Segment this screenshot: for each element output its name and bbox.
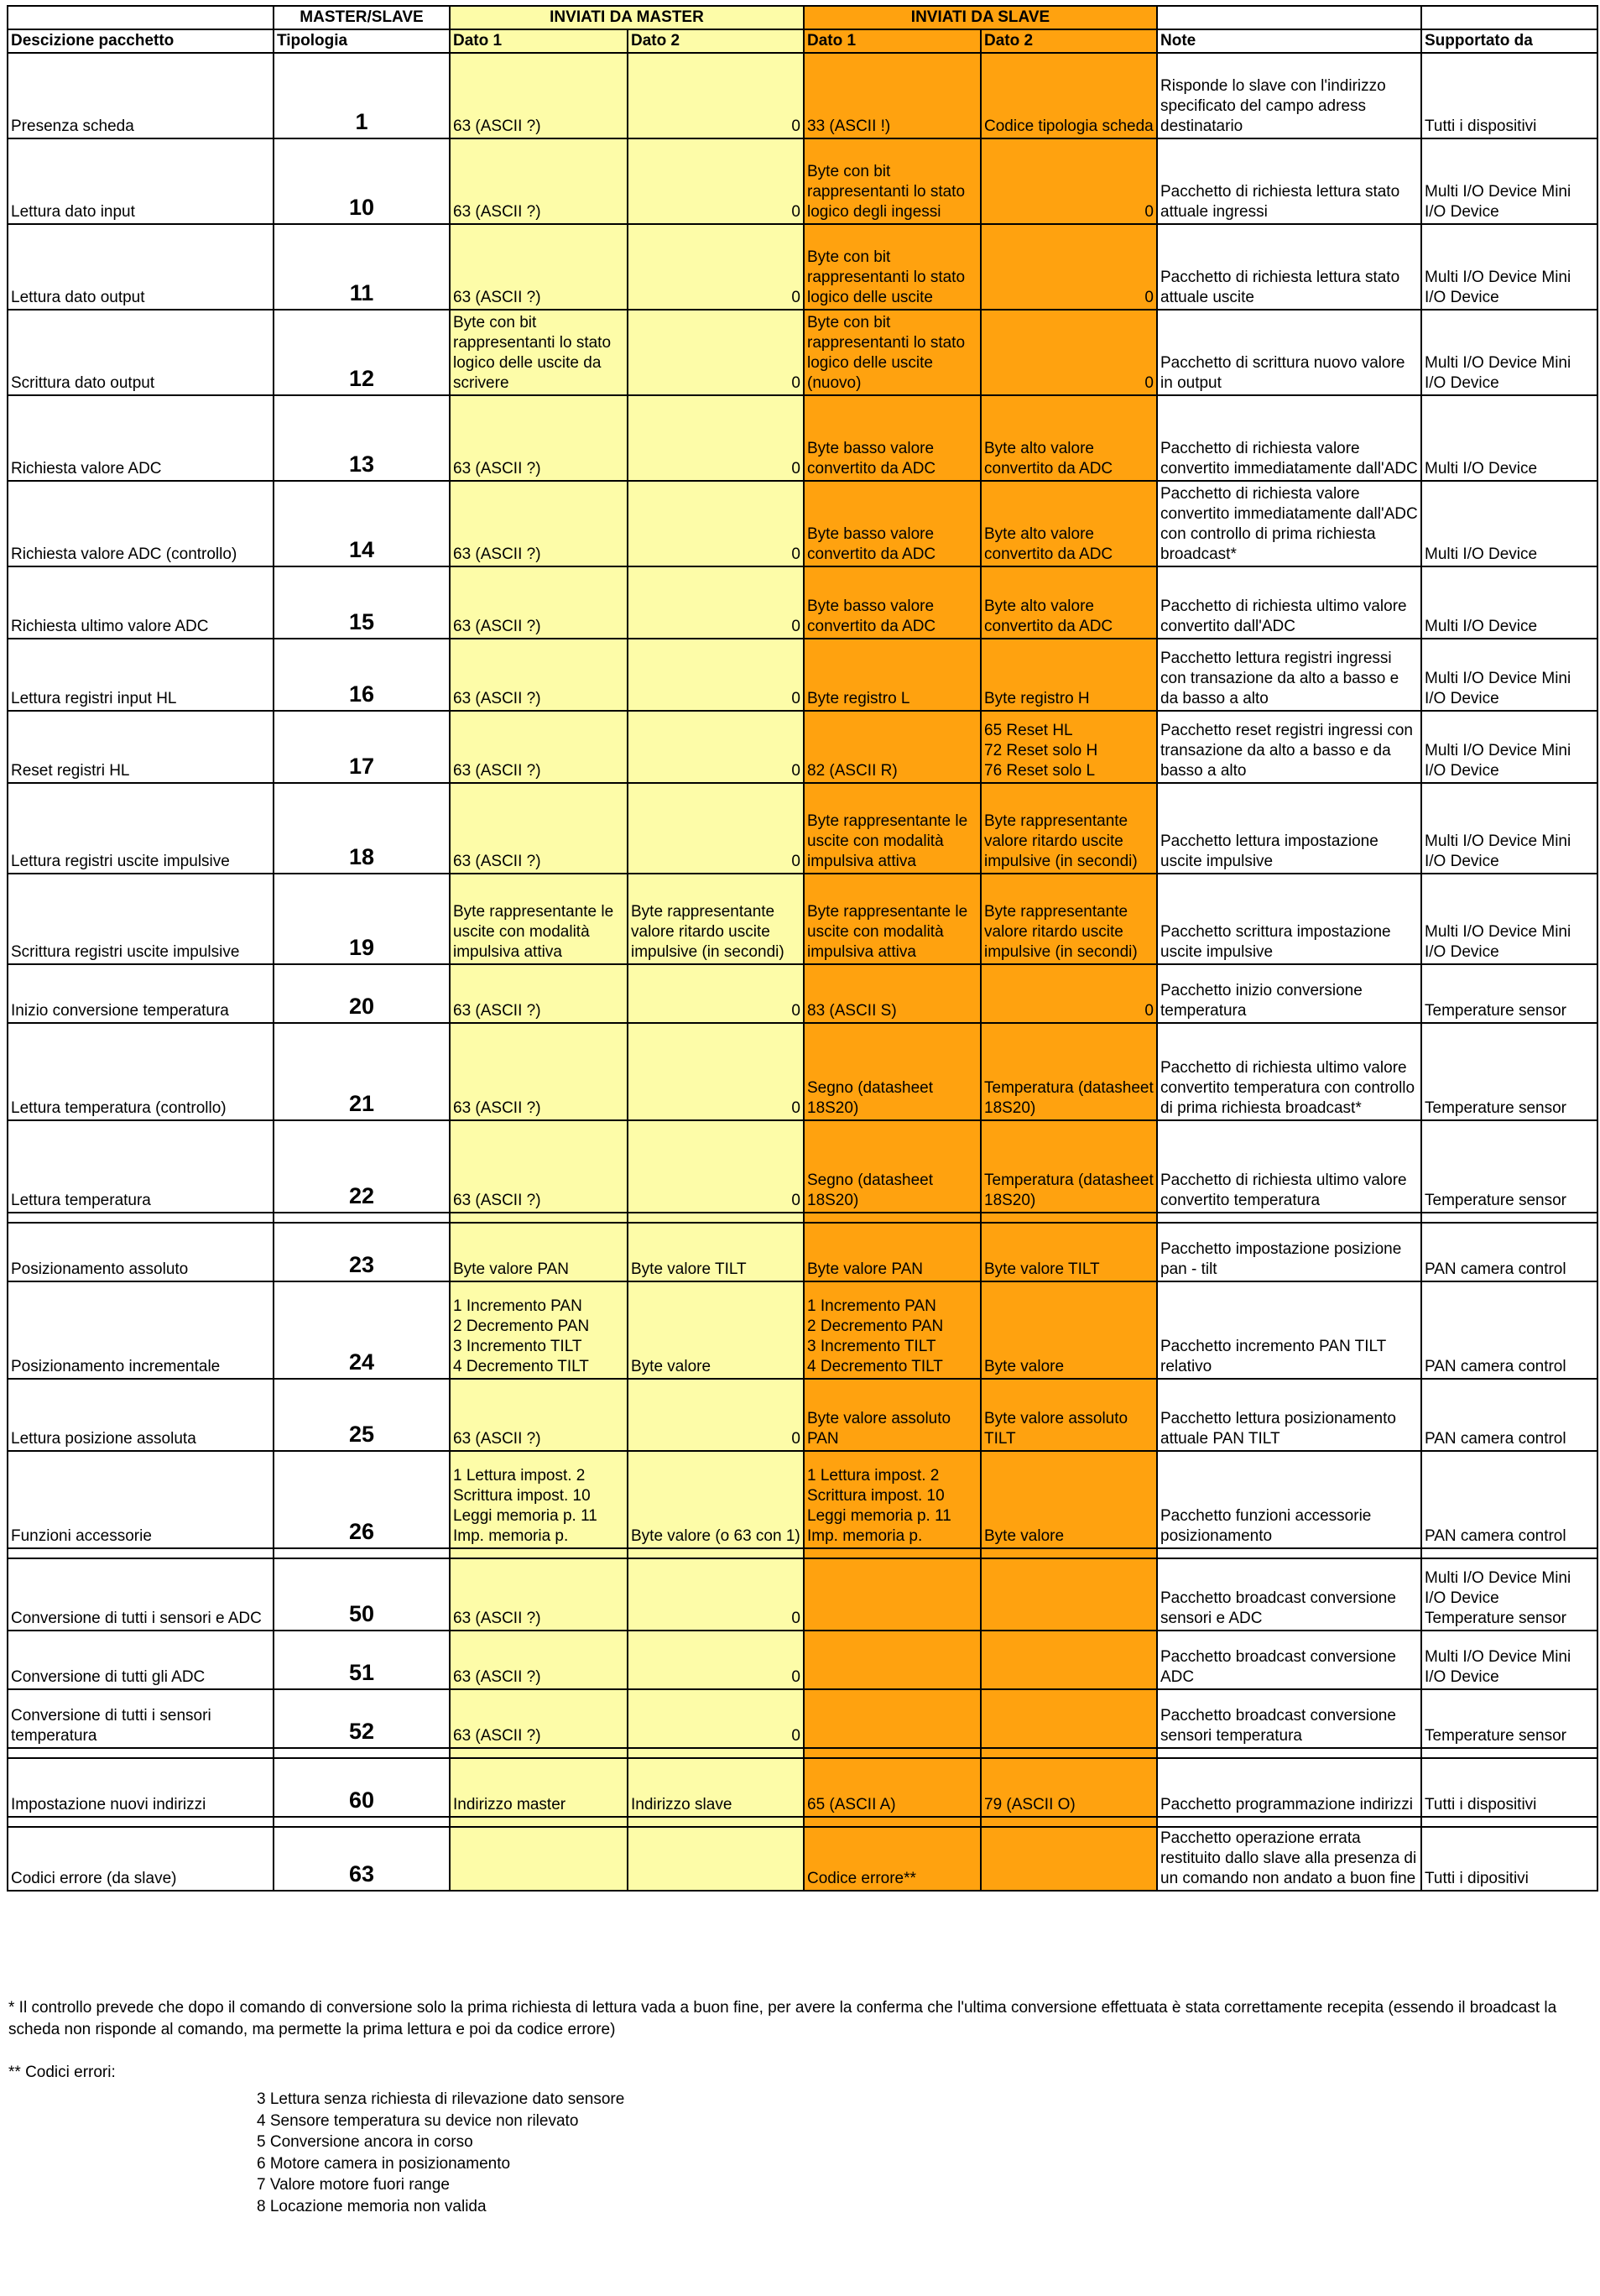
cell-slave-dato2: Byte valore — [981, 1451, 1157, 1548]
cell-type: 19 — [274, 874, 450, 964]
cell-master-dato2: Byte valore TILT — [628, 1223, 804, 1281]
cell-type: 17 — [274, 711, 450, 783]
cell-slave-dato2: Byte alto valore convertito da ADC — [981, 395, 1157, 481]
header-blank — [1421, 6, 1597, 29]
cell-supported-by: Tutti i dipositivi — [1421, 1827, 1597, 1891]
cell-type: 16 — [274, 639, 450, 711]
cell-description: Scrittura registri uscite impulsive — [8, 874, 274, 964]
cell-note: Pacchetto lettura impostazione uscite impulsive — [1157, 783, 1421, 874]
spacer-cell — [274, 1548, 450, 1558]
spacer-cell — [804, 1748, 981, 1758]
header-blank — [1157, 6, 1421, 29]
cell-master-dato2: 0 — [628, 481, 804, 566]
cell-type: 51 — [274, 1631, 450, 1689]
cell-supported-by: Tutti i dispositivi — [1421, 1758, 1597, 1817]
spacer-cell — [8, 1548, 274, 1558]
cell-type: 13 — [274, 395, 450, 481]
spacer-cell — [804, 1817, 981, 1827]
cell-type: 20 — [274, 964, 450, 1023]
col-header-slave-dato2: Dato 2 — [981, 29, 1157, 53]
cell-master-dato1: Byte valore PAN — [450, 1223, 628, 1281]
cell-master-dato1: 63 (ASCII ?) — [450, 639, 628, 711]
cell-master-dato1: 1 Incremento PAN 2 Decremento PAN 3 Incremento TILT 4 Decremento TILT — [450, 1281, 628, 1379]
cell-slave-dato2: Byte rappresentante valore ritardo uscite impulsive (in secondi) — [981, 783, 1157, 874]
cell-slave-dato1: Segno (datasheet 18S20) — [804, 1023, 981, 1120]
footnotes — [8, 1997, 1586, 2218]
spacer-cell — [274, 1748, 450, 1758]
column-header-row — [8, 29, 1597, 53]
cell-master-dato1: 63 (ASCII ?) — [450, 1689, 628, 1748]
cell-type: 26 — [274, 1451, 450, 1548]
cell-note: Pacchetto reset registri ingressi con transazione da alto a basso e da basso a alto — [1157, 711, 1421, 783]
cell-slave-dato1: Byte valore assoluto PAN — [804, 1379, 981, 1451]
cell-master-dato1: Byte con bit rappresentanti lo stato logico delle uscite da scrivere — [450, 310, 628, 395]
cell-slave-dato2: Byte valore — [981, 1281, 1157, 1379]
cell-supported-by: Multi I/O Device Mini I/O Device — [1421, 1631, 1597, 1689]
cell-slave-dato1: Byte registro L — [804, 639, 981, 711]
cell-type: 22 — [274, 1120, 450, 1213]
cell-master-dato2: 0 — [628, 138, 804, 224]
table-row — [8, 639, 1597, 711]
spacer-cell — [628, 1817, 804, 1827]
spacer-cell — [274, 1817, 450, 1827]
cell-master-dato2: 0 — [628, 566, 804, 639]
cell-slave-dato1: Byte con bit rappresentanti lo stato logico degli ingessi — [804, 138, 981, 224]
cell-slave-dato1: 83 (ASCII S) — [804, 964, 981, 1023]
cell-supported-by: Temperature sensor — [1421, 964, 1597, 1023]
footnote-codes-title: ** Codici errori: — [8, 2064, 116, 2082]
table-row — [8, 1451, 1597, 1548]
cell-slave-dato1: 65 (ASCII A) — [804, 1758, 981, 1817]
spacer-cell — [1421, 1817, 1597, 1827]
cell-slave-dato1: Byte valore PAN — [804, 1223, 981, 1281]
cell-note: Pacchetto broadcast conversione sensori e ADC — [1157, 1558, 1421, 1631]
cell-description: Lettura temperatura — [8, 1120, 274, 1213]
cell-type: 10 — [274, 138, 450, 224]
cell-master-dato1: 63 (ASCII ?) — [450, 1558, 628, 1631]
cell-slave-dato1: 82 (ASCII R) — [804, 711, 981, 783]
spacer-cell — [450, 1817, 628, 1827]
cell-slave-dato1: Byte basso valore convertito da ADC — [804, 481, 981, 566]
cell-slave-dato2: Codice tipologia scheda — [981, 53, 1157, 138]
col-header-master-dato1: Dato 1 — [450, 29, 628, 53]
spacer-row — [8, 1817, 1597, 1827]
cell-master-dato2: Byte valore (o 63 con 1) — [628, 1451, 804, 1548]
cell-type: 1 — [274, 53, 450, 138]
table-row — [8, 1223, 1597, 1281]
spacer-cell — [450, 1548, 628, 1558]
cell-type: 52 — [274, 1689, 450, 1748]
cell-master-dato1: 63 (ASCII ?) — [450, 395, 628, 481]
error-code-item: 8 Locazione memoria non valida — [257, 2198, 487, 2216]
cell-description: Richiesta valore ADC (controllo) — [8, 481, 274, 566]
error-code-item: 5 Conversione ancora in corso — [257, 2133, 473, 2152]
cell-master-dato1: 63 (ASCII ?) — [450, 566, 628, 639]
cell-type: 60 — [274, 1758, 450, 1817]
cell-slave-dato1: Codice errore** — [804, 1827, 981, 1891]
cell-slave-dato2: Byte registro H — [981, 639, 1157, 711]
cell-slave-dato1: 33 (ASCII !) — [804, 53, 981, 138]
cell-note: Pacchetto operazione errata restituito dallo slave alla presenza di un comando non andato a buon fine — [1157, 1827, 1421, 1891]
cell-master-dato2: 0 — [628, 639, 804, 711]
spacer-cell — [1421, 1748, 1597, 1758]
cell-description: Lettura registri uscite impulsive — [8, 783, 274, 874]
cell-slave-dato1: Segno (datasheet 18S20) — [804, 1120, 981, 1213]
table-row — [8, 1827, 1597, 1891]
cell-master-dato1: 63 (ASCII ?) — [450, 711, 628, 783]
header-blank — [8, 6, 274, 29]
spacer-row — [8, 1213, 1597, 1223]
cell-slave-dato2: Temperatura (datasheet 18S20) — [981, 1120, 1157, 1213]
spacer-cell — [628, 1213, 804, 1223]
spacer-cell — [804, 1213, 981, 1223]
cell-master-dato1: 63 (ASCII ?) — [450, 481, 628, 566]
spacer-cell — [981, 1748, 1157, 1758]
cell-slave-dato2: 0 — [981, 964, 1157, 1023]
cell-master-dato1 — [450, 1827, 628, 1891]
cell-supported-by: PAN camera control — [1421, 1451, 1597, 1548]
table-row — [8, 1379, 1597, 1451]
cell-supported-by: Multi I/O Device Mini I/O Device — [1421, 639, 1597, 711]
cell-master-dato2: 0 — [628, 1631, 804, 1689]
cell-supported-by: Multi I/O Device Mini I/O Device — [1421, 310, 1597, 395]
spacer-cell — [8, 1213, 274, 1223]
cell-slave-dato1: 1 Incremento PAN 2 Decremento PAN 3 Incremento TILT 4 Decremento TILT — [804, 1281, 981, 1379]
spacer-cell — [8, 1748, 274, 1758]
cell-supported-by: Multi I/O Device — [1421, 566, 1597, 639]
cell-type: 14 — [274, 481, 450, 566]
packet-table — [7, 5, 1598, 1892]
cell-supported-by: Multi I/O Device Mini I/O Device Temperature sensor — [1421, 1558, 1597, 1631]
cell-slave-dato1: Byte rappresentante le uscite con modalità impulsiva attiva — [804, 783, 981, 874]
cell-note: Pacchetto funzioni accessorie posizionamento — [1157, 1451, 1421, 1548]
spacer-row — [8, 1748, 1597, 1758]
cell-slave-dato2: 0 — [981, 138, 1157, 224]
cell-master-dato1: 63 (ASCII ?) — [450, 1379, 628, 1451]
cell-description: Conversione di tutti i sensori temperatura — [8, 1689, 274, 1748]
cell-master-dato2: Byte rappresentante valore ritardo uscite impulsive (in secondi) — [628, 874, 804, 964]
cell-master-dato2: Indirizzo slave — [628, 1758, 804, 1817]
group-header-row — [8, 6, 1597, 29]
col-header-desc: Descizione pacchetto — [8, 29, 274, 53]
cell-master-dato1: 63 (ASCII ?) — [450, 783, 628, 874]
cell-description: Richiesta ultimo valore ADC — [8, 566, 274, 639]
cell-note: Pacchetto di scrittura nuovo valore in output — [1157, 310, 1421, 395]
cell-master-dato1: 63 (ASCII ?) — [450, 224, 628, 310]
cell-master-dato2: 0 — [628, 1023, 804, 1120]
cell-slave-dato1: 1 Lettura impost. 2 Scrittura impost. 10 Leggi memoria p. 11 Imp. memoria p. — [804, 1451, 981, 1548]
table-row — [8, 1758, 1597, 1817]
cell-master-dato2: 0 — [628, 783, 804, 874]
cell-supported-by: Multi I/O Device Mini I/O Device — [1421, 711, 1597, 783]
cell-master-dato1: 63 (ASCII ?) — [450, 53, 628, 138]
table-row — [8, 224, 1597, 310]
cell-master-dato2: 0 — [628, 1558, 804, 1631]
spacer-cell — [1421, 1213, 1597, 1223]
cell-slave-dato2: Byte valore assoluto TILT — [981, 1379, 1157, 1451]
cell-supported-by: Multi I/O Device Mini I/O Device — [1421, 874, 1597, 964]
table-row — [8, 138, 1597, 224]
cell-description: Lettura posizione assoluta — [8, 1379, 274, 1451]
cell-slave-dato2: Temperatura (datasheet 18S20) — [981, 1023, 1157, 1120]
cell-slave-dato2: Byte alto valore convertito da ADC — [981, 481, 1157, 566]
group-master-slave: MASTER/SLAVE — [274, 6, 450, 29]
cell-master-dato1: 1 Lettura impost. 2 Scrittura impost. 10 Leggi memoria p. 11 Imp. memoria p. — [450, 1451, 628, 1548]
cell-master-dato1: 63 (ASCII ?) — [450, 1120, 628, 1213]
cell-master-dato1: Indirizzo master — [450, 1758, 628, 1817]
cell-supported-by: Temperature sensor — [1421, 1023, 1597, 1120]
spacer-cell — [981, 1817, 1157, 1827]
error-codes-list — [257, 2089, 1586, 2218]
cell-slave-dato2: 0 — [981, 310, 1157, 395]
cell-master-dato2: 0 — [628, 395, 804, 481]
cell-supported-by: Temperature sensor — [1421, 1120, 1597, 1213]
cell-master-dato2: 0 — [628, 224, 804, 310]
cell-master-dato2: 0 — [628, 1379, 804, 1451]
table-row — [8, 964, 1597, 1023]
cell-slave-dato2: Byte rappresentante valore ritardo uscite impulsive (in secondi) — [981, 874, 1157, 964]
col-header-note: Note — [1157, 29, 1421, 53]
cell-supported-by: Temperature sensor — [1421, 1689, 1597, 1748]
cell-slave-dato1 — [804, 1631, 981, 1689]
cell-note: Pacchetto scrittura impostazione uscite impulsive — [1157, 874, 1421, 964]
cell-master-dato2: 0 — [628, 711, 804, 783]
spacer-cell — [804, 1548, 981, 1558]
group-master: INVIATI DA MASTER — [450, 6, 804, 29]
cell-master-dato1: Byte rappresentante le uscite con modalità impulsiva attiva — [450, 874, 628, 964]
cell-master-dato2 — [628, 1827, 804, 1891]
cell-description: Richiesta valore ADC — [8, 395, 274, 481]
cell-description: Funzioni accessorie — [8, 1451, 274, 1548]
table-row — [8, 53, 1597, 138]
cell-description: Conversione di tutti i sensori e ADC — [8, 1558, 274, 1631]
cell-description: Inizio conversione temperatura — [8, 964, 274, 1023]
error-code-item: 6 Motore camera in posizionamento — [257, 2154, 511, 2173]
cell-note: Pacchetto di richiesta valore convertito immediatamente dall'ADC — [1157, 395, 1421, 481]
cell-description: Scrittura dato output — [8, 310, 274, 395]
error-code-item: 7 Valore motore fuori range — [257, 2176, 450, 2194]
table-row — [8, 310, 1597, 395]
table-row — [8, 395, 1597, 481]
cell-description: Posizionamento incrementale — [8, 1281, 274, 1379]
cell-type: 18 — [274, 783, 450, 874]
col-header-supported: Supportato da — [1421, 29, 1597, 53]
cell-type: 23 — [274, 1223, 450, 1281]
cell-note: Pacchetto di richiesta ultimo valore convertito temperatura — [1157, 1120, 1421, 1213]
col-header-master-dato2: Dato 2 — [628, 29, 804, 53]
spacer-cell — [1421, 1548, 1597, 1558]
table-row — [8, 874, 1597, 964]
cell-type: 50 — [274, 1558, 450, 1631]
error-code-item: 4 Sensore temperatura su device non rilevato — [257, 2111, 579, 2130]
cell-master-dato2: 0 — [628, 310, 804, 395]
table-row — [8, 566, 1597, 639]
cell-description: Lettura dato output — [8, 224, 274, 310]
cell-description: Lettura dato input — [8, 138, 274, 224]
cell-slave-dato2: Byte valore TILT — [981, 1223, 1157, 1281]
cell-note: Pacchetto incremento PAN TILT relativo — [1157, 1281, 1421, 1379]
cell-note: Pacchetto lettura posizionamento attuale PAN TILT — [1157, 1379, 1421, 1451]
cell-note: Pacchetto di richiesta ultimo valore convertito dall'ADC — [1157, 566, 1421, 639]
cell-note: Risponde lo slave con l'indirizzo specificato del campo adress destinatario — [1157, 53, 1421, 138]
cell-slave-dato2: 65 Reset HL 72 Reset solo H 76 Reset solo L — [981, 711, 1157, 783]
cell-master-dato2: 0 — [628, 53, 804, 138]
table-row — [8, 1281, 1597, 1379]
cell-type: 11 — [274, 224, 450, 310]
cell-description: Presenza scheda — [8, 53, 274, 138]
cell-description: Reset registri HL — [8, 711, 274, 783]
cell-slave-dato1: Byte basso valore convertito da ADC — [804, 566, 981, 639]
table-row — [8, 1689, 1597, 1748]
cell-master-dato2: 0 — [628, 1689, 804, 1748]
cell-type: 21 — [274, 1023, 450, 1120]
cell-master-dato1: 63 (ASCII ?) — [450, 138, 628, 224]
packet-table-container — [7, 5, 1598, 1892]
cell-note: Pacchetto di richiesta ultimo valore convertito temperatura con controllo di prima richiesta broadcast* — [1157, 1023, 1421, 1120]
table-row — [8, 1120, 1597, 1213]
cell-supported-by: Multi I/O Device Mini I/O Device — [1421, 783, 1597, 874]
cell-slave-dato2: 79 (ASCII O) — [981, 1758, 1157, 1817]
cell-type: 25 — [274, 1379, 450, 1451]
table-row — [8, 711, 1597, 783]
cell-slave-dato2: 0 — [981, 224, 1157, 310]
table-row — [8, 1558, 1597, 1631]
cell-description: Lettura registri input HL — [8, 639, 274, 711]
cell-supported-by: PAN camera control — [1421, 1379, 1597, 1451]
cell-note: Pacchetto impostazione posizione pan - tilt — [1157, 1223, 1421, 1281]
cell-supported-by: Multi I/O Device Mini I/O Device — [1421, 138, 1597, 224]
cell-type: 12 — [274, 310, 450, 395]
cell-supported-by: PAN camera control — [1421, 1223, 1597, 1281]
cell-slave-dato2 — [981, 1689, 1157, 1748]
cell-master-dato2: 0 — [628, 964, 804, 1023]
spacer-cell — [628, 1548, 804, 1558]
cell-slave-dato1: Byte con bit rappresentanti lo stato logico delle uscite — [804, 224, 981, 310]
cell-note: Pacchetto di richiesta lettura stato attuale ingressi — [1157, 138, 1421, 224]
cell-slave-dato1: Byte con bit rappresentanti lo stato logico delle uscite (nuovo) — [804, 310, 981, 395]
col-header-type: Tipologia — [274, 29, 450, 53]
group-slave: INVIATI DA SLAVE — [804, 6, 1157, 29]
table-row — [8, 1631, 1597, 1689]
spacer-cell — [1157, 1213, 1421, 1223]
cell-type: 63 — [274, 1827, 450, 1891]
spacer-row — [8, 1548, 1597, 1558]
cell-master-dato2: 0 — [628, 1120, 804, 1213]
spacer-cell — [981, 1213, 1157, 1223]
cell-supported-by: Tutti i dispositivi — [1421, 53, 1597, 138]
cell-supported-by: Multi I/O Device — [1421, 481, 1597, 566]
cell-master-dato1: 63 (ASCII ?) — [450, 1023, 628, 1120]
cell-slave-dato1: Byte rappresentante le uscite con modalità impulsiva attiva — [804, 874, 981, 964]
cell-description: Posizionamento assoluto — [8, 1223, 274, 1281]
cell-description: Codici errore (da slave) — [8, 1827, 274, 1891]
cell-master-dato2: Byte valore — [628, 1281, 804, 1379]
spacer-cell — [1157, 1548, 1421, 1558]
cell-note: Pacchetto lettura registri ingressi con transazione da alto a basso e da basso a alto — [1157, 639, 1421, 711]
cell-note: Pacchetto inizio conversione temperatura — [1157, 964, 1421, 1023]
cell-note: Pacchetto broadcast conversione ADC — [1157, 1631, 1421, 1689]
cell-description: Impostazione nuovi indirizzi — [8, 1758, 274, 1817]
spacer-cell — [450, 1748, 628, 1758]
cell-master-dato1: 63 (ASCII ?) — [450, 1631, 628, 1689]
cell-description: Conversione di tutti gli ADC — [8, 1631, 274, 1689]
cell-slave-dato2 — [981, 1558, 1157, 1631]
cell-slave-dato1 — [804, 1689, 981, 1748]
spacer-cell — [8, 1817, 274, 1827]
spacer-cell — [450, 1213, 628, 1223]
cell-supported-by: Multi I/O Device — [1421, 395, 1597, 481]
cell-note: Pacchetto di richiesta lettura stato attuale uscite — [1157, 224, 1421, 310]
error-code-item: 3 Lettura senza richiesta di rilevazione dato sensore — [257, 2090, 625, 2108]
cell-slave-dato2 — [981, 1827, 1157, 1891]
spacer-cell — [981, 1548, 1157, 1558]
cell-master-dato1: 63 (ASCII ?) — [450, 964, 628, 1023]
cell-type: 15 — [274, 566, 450, 639]
cell-note: Pacchetto di richiesta valore convertito immediatamente dall'ADC con controllo di prima richiesta broadcast* — [1157, 481, 1421, 566]
spacer-cell — [1157, 1748, 1421, 1758]
cell-slave-dato1 — [804, 1558, 981, 1631]
table-row — [8, 481, 1597, 566]
cell-slave-dato2: Byte alto valore convertito da ADC — [981, 566, 1157, 639]
cell-note: Pacchetto programmazione indirizzi — [1157, 1758, 1421, 1817]
cell-supported-by: Multi I/O Device Mini I/O Device — [1421, 224, 1597, 310]
cell-description: Lettura temperatura (controllo) — [8, 1023, 274, 1120]
spacer-cell — [628, 1748, 804, 1758]
spacer-cell — [274, 1213, 450, 1223]
footnote-broadcast: * Il controllo prevede che dopo il comando di conversione solo la prima richiesta di lettura vada a buon fine, per avere la conferma che l'ultima conversione effettuata è stata correttamente recepita (essendo il broadcast la scheda non risponde al comando, ma permette la prima lettura e poi da codice errore) — [8, 1999, 1557, 2038]
cell-supported-by: PAN camera control — [1421, 1281, 1597, 1379]
cell-slave-dato2 — [981, 1631, 1157, 1689]
table-row — [8, 1023, 1597, 1120]
cell-note: Pacchetto broadcast conversione sensori temperatura — [1157, 1689, 1421, 1748]
cell-slave-dato1: Byte basso valore convertito da ADC — [804, 395, 981, 481]
table-row — [8, 783, 1597, 874]
cell-type: 24 — [274, 1281, 450, 1379]
col-header-slave-dato1: Dato 1 — [804, 29, 981, 53]
spacer-cell — [1157, 1817, 1421, 1827]
